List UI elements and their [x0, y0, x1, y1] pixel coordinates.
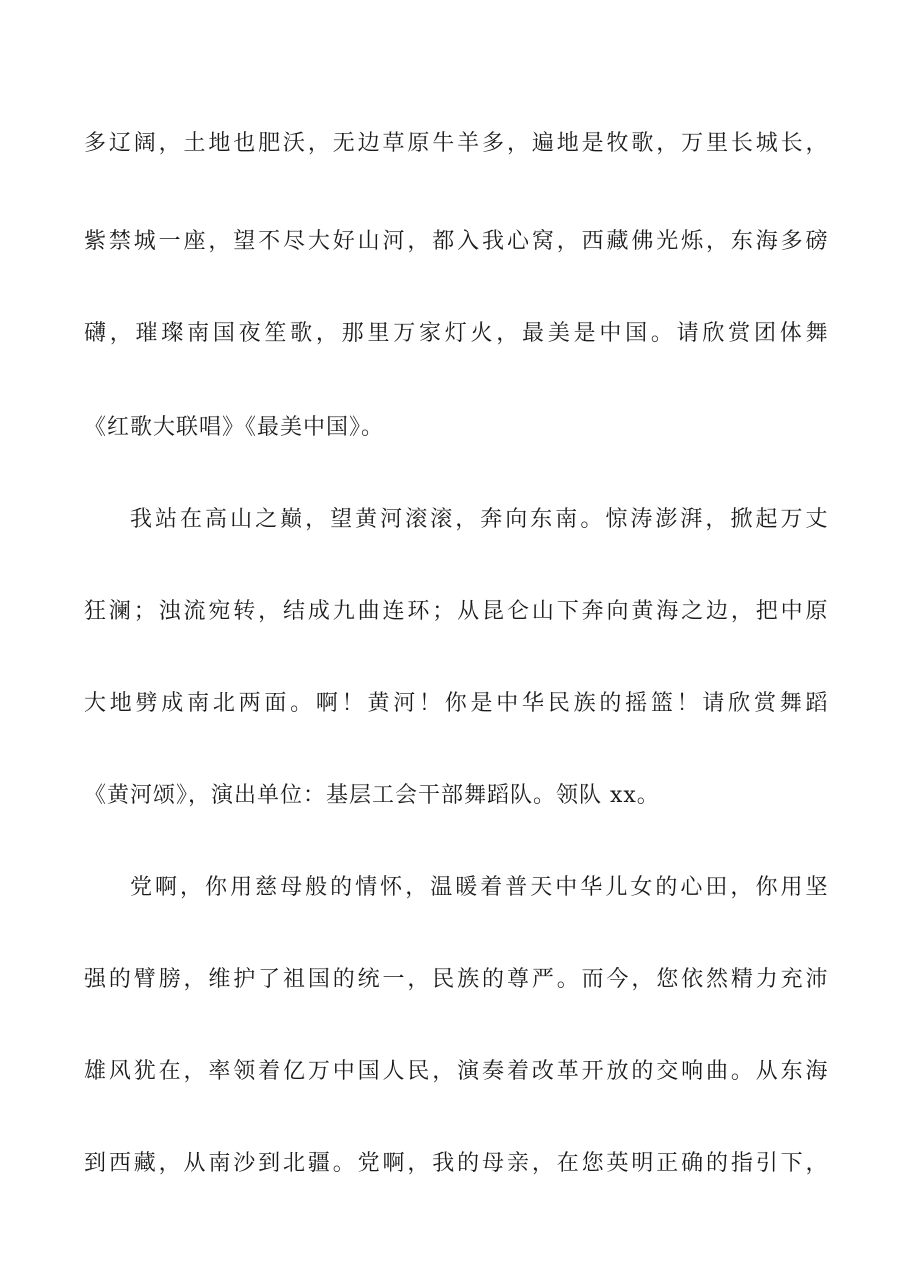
text-line: 《黄河颂》，演出单位：基层工会干部舞蹈队。领队 xx。 [84, 783, 660, 808]
text-line: 大地劈成南北两面。啊！黄河！你是中华民族的摇篮！请欣赏舞蹈 [84, 691, 828, 716]
text-line: 狂澜；浊流宛转，结成九曲连环；从昆仑山下奔向黄海之边，把中原 [84, 599, 828, 624]
text-line: 礴，璀璨南国夜笙歌，那里万家灯火，最美是中国。请欣赏团体舞 [84, 321, 828, 346]
text-line: 我站在高山之巅，望黄河滚滚，奔向东南。惊涛澎湃，掀起万丈 [130, 507, 828, 532]
text-line: 雄风犹在，率领着亿万中国人民，演奏着改革开放的交响曲。从东海 [84, 1059, 828, 1084]
text-line: 紫禁城一座，望不尽大好山河，都入我心窝，西藏佛光烁，东海多磅 [84, 229, 828, 254]
text-line: 到西藏，从南沙到北疆。党啊，我的母亲，在您英明正确的指引下， [84, 1151, 828, 1176]
text-line: 多辽阔，土地也肥沃，无边草原牛羊多，遍地是牧歌，万里长城长， [84, 131, 828, 156]
text-line: 党啊，你用慈母般的情怀，温暖着普天中华儿女的心田，你用坚 [130, 875, 828, 900]
text-line: 《红歌大联唱》《最美中国》。 [84, 415, 385, 440]
text-line: 强的臂膀，维护了祖国的统一，民族的尊严。而今，您依然精力充沛 [84, 967, 828, 992]
